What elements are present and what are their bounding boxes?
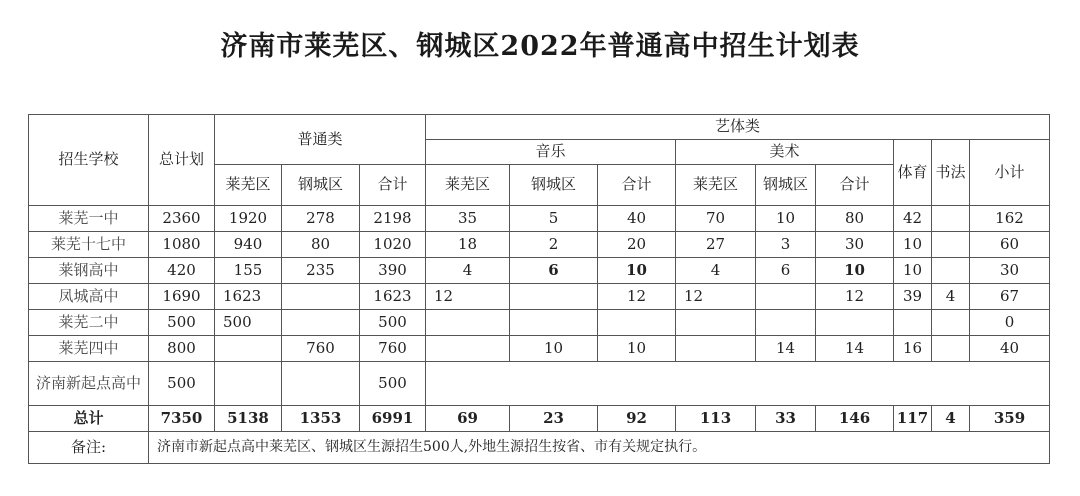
header-general-gangcheng: 钢城区 xyxy=(282,165,360,206)
cell: 10 xyxy=(598,336,676,362)
cell: 18 xyxy=(426,232,510,258)
cell: 30 xyxy=(970,258,1050,284)
school-name: 莱芜四中 xyxy=(29,336,149,362)
cell: 5138 xyxy=(215,406,282,432)
cell xyxy=(215,362,282,406)
cell: 39 xyxy=(894,284,932,310)
cell xyxy=(510,310,598,336)
cell: 6 xyxy=(510,258,598,284)
total-plan-cell: 1080 xyxy=(149,232,215,258)
header-arts-gangcheng: 钢城区 xyxy=(756,165,816,206)
cell: 500 xyxy=(360,310,426,336)
total-plan-cell: 2360 xyxy=(149,206,215,232)
cell: 92 xyxy=(598,406,676,432)
cell xyxy=(510,284,598,310)
cell: 6 xyxy=(756,258,816,284)
cell: 0 xyxy=(970,310,1050,336)
header-art-sports: 艺体类 xyxy=(426,115,1050,140)
cell xyxy=(282,310,360,336)
cell: 359 xyxy=(970,406,1050,432)
table-row xyxy=(29,284,1050,310)
cell: 1623 xyxy=(215,284,282,310)
header-subtotal: 小计 xyxy=(970,140,1050,206)
cell: 6991 xyxy=(360,406,426,432)
school-name: 莱钢高中 xyxy=(29,258,149,284)
cell xyxy=(426,336,510,362)
cell: 40 xyxy=(598,206,676,232)
cell: 60 xyxy=(970,232,1050,258)
cell: 235 xyxy=(282,258,360,284)
cell: 1353 xyxy=(282,406,360,432)
cell: 12 xyxy=(676,284,756,310)
header-music-sum: 合计 xyxy=(598,165,676,206)
cell: 162 xyxy=(970,206,1050,232)
cell: 67 xyxy=(970,284,1050,310)
cell: 10 xyxy=(816,258,894,284)
header-calligraphy: 书法 xyxy=(932,140,970,206)
table-row xyxy=(29,362,1050,406)
cell: 14 xyxy=(816,336,894,362)
total-plan-cell: 800 xyxy=(149,336,215,362)
cell: 1920 xyxy=(215,206,282,232)
cell: 3 xyxy=(756,232,816,258)
totals-label: 总计 xyxy=(29,406,149,432)
cell: 33 xyxy=(756,406,816,432)
total-plan-cell: 420 xyxy=(149,258,215,284)
header-pe: 体育 xyxy=(894,140,932,206)
cell: 2 xyxy=(510,232,598,258)
school-name: 莱芜一中 xyxy=(29,206,149,232)
cell: 4 xyxy=(426,258,510,284)
cell: 42 xyxy=(894,206,932,232)
cell xyxy=(932,336,970,362)
header-school: 招生学校 xyxy=(29,115,149,206)
header-general-laiwu: 莱芜区 xyxy=(215,165,282,206)
school-name: 济南新起点高中 xyxy=(29,362,149,406)
header-total-plan: 总计划 xyxy=(149,115,215,206)
cell: 760 xyxy=(282,336,360,362)
cell: 69 xyxy=(426,406,510,432)
cell: 155 xyxy=(215,258,282,284)
cell: 10 xyxy=(756,206,816,232)
note-row xyxy=(29,432,1050,464)
total-plan-cell: 500 xyxy=(149,362,215,406)
cell: 10 xyxy=(598,258,676,284)
cell xyxy=(282,362,360,406)
cell xyxy=(932,232,970,258)
cell: 20 xyxy=(598,232,676,258)
cell: 4 xyxy=(932,406,970,432)
cell xyxy=(282,284,360,310)
cell: 390 xyxy=(360,258,426,284)
cell: 940 xyxy=(215,232,282,258)
cell xyxy=(816,310,894,336)
cell: 1020 xyxy=(360,232,426,258)
cell: 80 xyxy=(816,206,894,232)
header-music-laiwu: 莱芜区 xyxy=(426,165,510,206)
totals-row xyxy=(29,406,1050,432)
page-title: 济南市莱芜区、钢城区2022年普通高中招生计划表 xyxy=(220,31,860,62)
cell xyxy=(756,284,816,310)
table-row xyxy=(29,206,1050,232)
cell xyxy=(894,310,932,336)
table-row xyxy=(29,310,1050,336)
cell: 278 xyxy=(282,206,360,232)
header-general-sum: 合计 xyxy=(360,165,426,206)
cell: 4 xyxy=(676,258,756,284)
cell: 70 xyxy=(676,206,756,232)
cell xyxy=(932,206,970,232)
cell: 10 xyxy=(894,258,932,284)
cell xyxy=(756,310,816,336)
cell: 30 xyxy=(816,232,894,258)
cell: 1623 xyxy=(360,284,426,310)
cell xyxy=(426,310,510,336)
cell: 4 xyxy=(932,284,970,310)
cell: 113 xyxy=(676,406,756,432)
cell: 12 xyxy=(816,284,894,310)
school-name: 凤城高中 xyxy=(29,284,149,310)
cell xyxy=(676,336,756,362)
cell: 760 xyxy=(360,336,426,362)
school-name: 莱芜二中 xyxy=(29,310,149,336)
header-arts-laiwu: 莱芜区 xyxy=(676,165,756,206)
note-text: 济南市新起点高中莱芜区、钢城区生源招生500人,外地生源招生按省、市有关规定执行。 xyxy=(149,432,1050,464)
cell xyxy=(676,310,756,336)
cell: 117 xyxy=(894,406,932,432)
cell: 10 xyxy=(894,232,932,258)
note-label: 备注: xyxy=(29,432,149,464)
table-row xyxy=(29,232,1050,258)
school-name: 莱芜十七中 xyxy=(29,232,149,258)
enrollment-plan-table xyxy=(28,114,1050,464)
cell: 23 xyxy=(510,406,598,432)
cell: 146 xyxy=(816,406,894,432)
cell: 5 xyxy=(510,206,598,232)
cell: 14 xyxy=(756,336,816,362)
cell: 500 xyxy=(215,310,282,336)
cell: 7350 xyxy=(149,406,215,432)
cell: 16 xyxy=(894,336,932,362)
header-fine-arts: 美术 xyxy=(676,140,894,165)
total-plan-cell: 1690 xyxy=(149,284,215,310)
cell: 35 xyxy=(426,206,510,232)
cell xyxy=(215,336,282,362)
total-plan-cell: 500 xyxy=(149,310,215,336)
header-general: 普通类 xyxy=(215,115,426,165)
cell: 40 xyxy=(970,336,1050,362)
cell: 80 xyxy=(282,232,360,258)
table-row xyxy=(29,258,1050,284)
cell: 12 xyxy=(598,284,676,310)
cell: 12 xyxy=(426,284,510,310)
cell: 10 xyxy=(510,336,598,362)
cell: 500 xyxy=(360,362,426,406)
header-music-gangcheng: 钢城区 xyxy=(510,165,598,206)
cell xyxy=(426,362,1050,406)
header-music: 音乐 xyxy=(426,140,676,165)
cell: 27 xyxy=(676,232,756,258)
cell xyxy=(932,258,970,284)
table-row xyxy=(29,336,1050,362)
cell xyxy=(598,310,676,336)
cell xyxy=(932,310,970,336)
cell: 2198 xyxy=(360,206,426,232)
header-arts-sum: 合计 xyxy=(816,165,894,206)
